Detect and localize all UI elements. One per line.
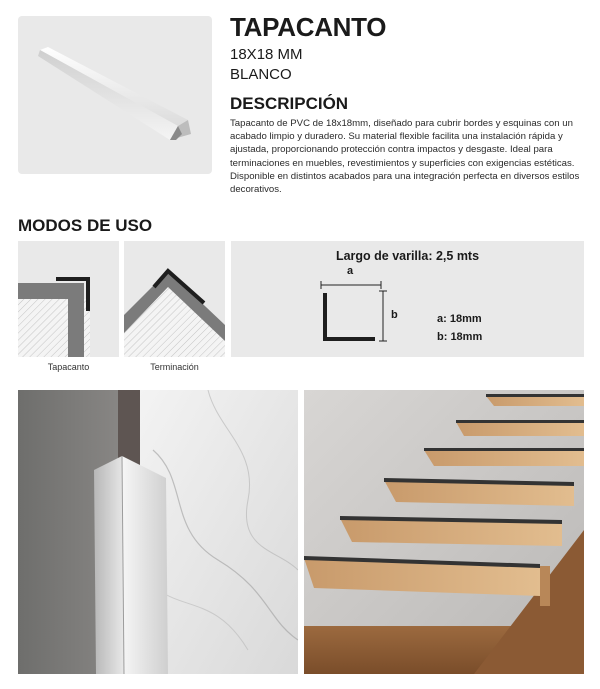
profile-rod-illustration <box>18 16 212 174</box>
product-color: BLANCO <box>230 66 292 83</box>
photo-wall-corner <box>18 390 298 674</box>
dimension-a-value: a: 18mm <box>437 313 482 325</box>
usage-caption-tapacanto: Tapacanto <box>47 362 90 372</box>
product-title: TAPACANTO <box>230 12 387 42</box>
description-heading: DESCRIPCIÓN <box>230 94 349 113</box>
photo-wood-stairs <box>304 390 584 674</box>
usage-caption-terminacion: Terminación <box>150 362 199 372</box>
product-image <box>18 16 212 174</box>
dimension-b-letter: b <box>391 309 398 321</box>
profile-section-diagram <box>317 279 387 345</box>
dimension-b-value: b: 18mm <box>437 331 483 343</box>
usage-diagram-tapacanto <box>18 241 119 357</box>
rod-length-label: Largo de varilla: 2,5 mts <box>335 249 480 263</box>
spec-panel <box>231 241 584 357</box>
usage-heading: MODOS DE USO <box>18 216 153 235</box>
usage-diagram-terminacion <box>124 241 225 357</box>
dimension-a-letter: a <box>347 265 354 277</box>
product-size: 18X18 MM <box>230 46 303 63</box>
description-text: Tapacanto de PVC de 18x18mm, diseñado para cubrir bordes y esquinas con un acabado limpio y duradero. Su material flexible facilita una instalación rápida y ajustada, proporcionando protección contra impactos y desgaste. Ideal para terminaciones en muebles, revestimientos y superficies con exigencias estéticas. Disponible en distintos acabados para una integración perfecta en diversos estilos decorativos. <box>230 118 580 196</box>
